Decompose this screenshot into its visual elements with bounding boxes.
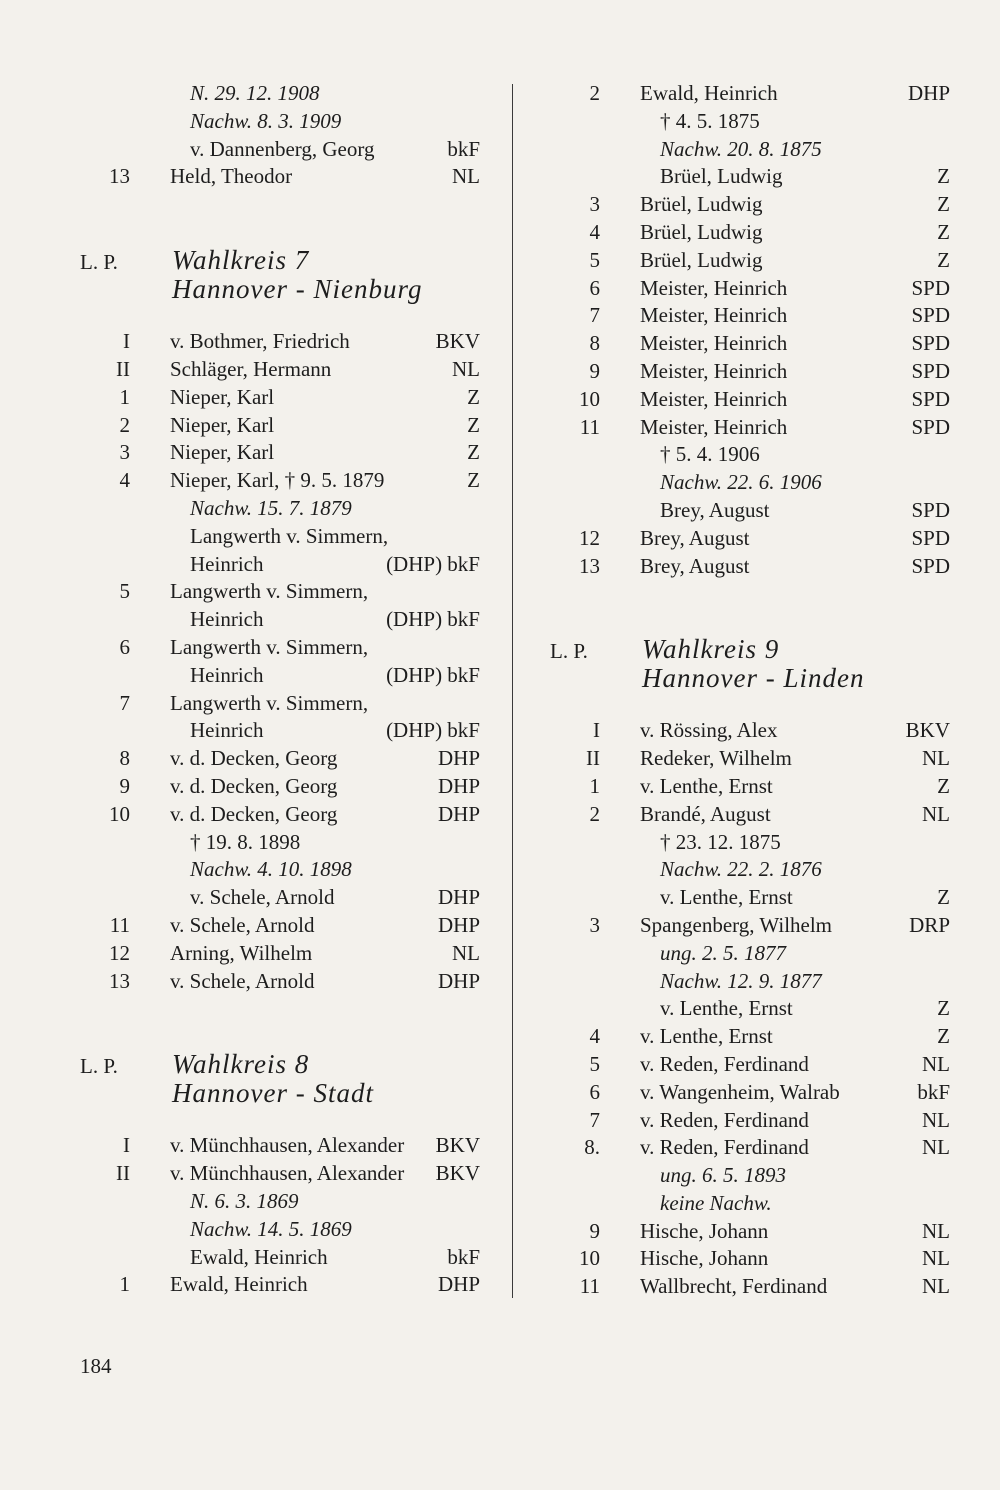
member-name: v. Lenthe, Ernst <box>640 773 773 798</box>
member-name: Meister, Heinrich <box>640 275 788 300</box>
party-label: bkF <box>447 136 480 161</box>
period-number: 5 <box>119 579 130 604</box>
table-row <box>60 163 490 191</box>
table-row <box>530 136 960 164</box>
table-row <box>60 634 490 662</box>
member-name: v. Dannenberg, Georg <box>190 136 375 161</box>
member-name: N. 6. 3. 1869 <box>190 1188 299 1213</box>
member-name: v. Münchhausen, Alexander <box>170 1133 405 1158</box>
period-number: 1 <box>119 384 130 409</box>
member-name: Brey, August <box>640 553 750 578</box>
member-name: Heinrich <box>190 551 264 576</box>
period-number: 6 <box>589 275 600 300</box>
member-name: Ewald, Heinrich <box>170 1272 308 1297</box>
constituency-title: Wahlkreis 7 <box>172 245 310 276</box>
party-label: Z <box>467 440 480 465</box>
table-row <box>60 523 490 551</box>
party-label: SPD <box>911 525 950 550</box>
member-name: v. Lenthe, Ernst <box>640 1024 773 1049</box>
party-label: SPD <box>911 331 950 356</box>
table-row <box>60 439 490 467</box>
member-name: v. d. Decken, Georg <box>170 801 338 826</box>
period-number: 13 <box>109 164 130 189</box>
period-number: II <box>586 746 600 771</box>
party-label: Z <box>467 384 480 409</box>
member-name: † 4. 5. 1875 <box>660 108 760 133</box>
table-row <box>60 1132 490 1160</box>
period-number: 8 <box>589 331 600 356</box>
period-number: II <box>116 356 130 381</box>
table-row <box>60 968 490 996</box>
table-row <box>530 1107 960 1135</box>
member-name: Heinrich <box>190 662 264 687</box>
party-label: BKV <box>435 1133 480 1158</box>
party-label: (DHP) bkF <box>386 662 480 687</box>
party-label: DHP <box>437 773 480 798</box>
party-label: Z <box>937 164 950 189</box>
table-row <box>530 1134 960 1162</box>
period-number: 9 <box>589 358 600 383</box>
member-name: Nachw. 20. 8. 1875 <box>660 136 822 161</box>
constituency-title: Wahlkreis 9 <box>642 634 780 665</box>
party-label: NL <box>452 940 480 965</box>
table-row <box>530 968 960 996</box>
table-row <box>60 1188 490 1216</box>
member-name: v. Lenthe, Ernst <box>660 885 793 910</box>
page-number: 184 <box>80 1354 112 1378</box>
right-continuation-list <box>530 80 960 580</box>
table-row <box>60 690 490 718</box>
party-label: Z <box>937 1024 950 1049</box>
party-label: bkF <box>917 1079 950 1104</box>
member-name: Heinrich <box>190 607 264 632</box>
party-label: NL <box>922 1135 950 1160</box>
period-number: 6 <box>119 634 130 659</box>
party-label: DHP <box>437 801 480 826</box>
party-label: Z <box>937 773 950 798</box>
period-number: 11 <box>109 912 130 937</box>
party-label: BKV <box>435 1161 480 1186</box>
table-row <box>60 356 490 384</box>
party-label: Z <box>467 412 480 437</box>
party-label: bkF <box>447 1244 480 1269</box>
table-row <box>60 717 490 745</box>
party-label: NL <box>922 801 950 826</box>
table-row <box>60 773 490 801</box>
member-name: Redeker, Wilhelm <box>640 746 792 771</box>
table-row <box>60 412 490 440</box>
party-label: SPD <box>911 303 950 328</box>
party-label: SPD <box>911 497 950 522</box>
table-row <box>530 80 960 108</box>
table-row <box>530 1190 960 1218</box>
table-row <box>530 330 960 358</box>
member-name: v. Reden, Ferdinand <box>640 1135 809 1160</box>
party-label: NL <box>922 1107 950 1132</box>
constituency-title: Wahlkreis 8 <box>172 1049 310 1080</box>
table-row <box>60 662 490 690</box>
constituency-subtitle: Hannover - Stadt <box>172 1078 374 1109</box>
member-name: Nieper, Karl, † 9. 5. 1879 <box>170 468 385 493</box>
party-label: SPD <box>911 553 950 578</box>
constituency-heading-7 <box>60 246 490 304</box>
table-row <box>530 553 960 581</box>
member-name: Arning, Wilhelm <box>170 940 313 965</box>
party-label: NL <box>922 1246 950 1271</box>
table-row <box>530 884 960 912</box>
table-row <box>530 441 960 469</box>
member-name: Nieper, Karl <box>170 384 275 409</box>
member-name: Brüel, Ludwig <box>640 192 763 217</box>
member-name: v. Wangenheim, Walrab <box>640 1079 840 1104</box>
period-number: 7 <box>119 690 130 715</box>
lp-label: L. P. <box>80 1054 118 1079</box>
period-number: 2 <box>119 412 130 437</box>
party-label: Z <box>467 468 480 493</box>
period-number: 9 <box>119 773 130 798</box>
member-name: † 5. 4. 1906 <box>660 442 760 467</box>
table-row <box>60 467 490 495</box>
table-row <box>60 801 490 829</box>
party-label: DHP <box>437 746 480 771</box>
table-row <box>60 745 490 773</box>
member-name: v. Reden, Ferdinand <box>640 1051 809 1076</box>
table-row <box>530 1079 960 1107</box>
member-name: Langwerth v. Simmern, <box>170 690 369 715</box>
member-name: Brandé, August <box>640 801 771 826</box>
period-number: 5 <box>589 247 600 272</box>
table-row <box>60 606 490 634</box>
table-row <box>530 386 960 414</box>
table-row <box>530 275 960 303</box>
period-number: 3 <box>589 912 600 937</box>
table-row <box>530 1245 960 1273</box>
member-name: Nachw. 22. 2. 1876 <box>660 857 822 882</box>
period-number: 12 <box>579 525 600 550</box>
member-name: v. d. Decken, Georg <box>170 773 338 798</box>
member-name: v. Schele, Arnold <box>170 912 315 937</box>
constituency-subtitle: Hannover - Nienburg <box>172 274 423 305</box>
table-row <box>530 995 960 1023</box>
member-name: Nieper, Karl <box>170 412 275 437</box>
member-name: Hische, Johann <box>640 1246 769 1271</box>
member-name: Langwerth v. Simmern, <box>170 634 369 659</box>
period-number: 1 <box>119 1272 130 1297</box>
table-row <box>530 801 960 829</box>
constituency-heading-8 <box>60 1050 490 1108</box>
party-label: SPD <box>911 275 950 300</box>
member-name: ung. 2. 5. 1877 <box>660 940 786 965</box>
party-label: DHP <box>437 968 480 993</box>
table-row <box>530 1218 960 1246</box>
member-name: Brüel, Ludwig <box>660 164 783 189</box>
table-row <box>530 469 960 497</box>
table-row <box>530 358 960 386</box>
table-row <box>530 525 960 553</box>
member-name: Meister, Heinrich <box>640 331 788 356</box>
table-row <box>60 884 490 912</box>
period-number: I <box>123 329 130 354</box>
party-label: NL <box>922 1274 950 1299</box>
party-label: Z <box>937 885 950 910</box>
party-label: Z <box>937 219 950 244</box>
period-number: 2 <box>589 801 600 826</box>
member-name: v. d. Decken, Georg <box>170 746 338 771</box>
table-row <box>60 80 490 108</box>
period-number: I <box>593 718 600 743</box>
constituency-9-list <box>530 717 960 1301</box>
party-label: Z <box>937 192 950 217</box>
party-label: DHP <box>437 1272 480 1297</box>
party-label: DHP <box>907 81 950 105</box>
member-name: ung. 6. 5. 1893 <box>660 1163 786 1188</box>
party-label: NL <box>922 1218 950 1243</box>
table-row <box>530 717 960 745</box>
period-number: 8 <box>119 746 130 771</box>
member-name: v. Münchhausen, Alexander <box>170 1161 405 1186</box>
period-number: 9 <box>589 1218 600 1243</box>
period-number: 4 <box>589 219 600 244</box>
period-number: 2 <box>589 81 600 105</box>
member-name: v. Bothmer, Friedrich <box>170 329 350 354</box>
member-name: Ewald, Heinrich <box>190 1244 328 1269</box>
table-row <box>60 1216 490 1244</box>
member-name: Held, Theodor <box>170 164 293 189</box>
left-continuation-list <box>60 80 490 191</box>
member-name: Langwerth v. Simmern, <box>190 523 389 548</box>
member-name: † 19. 8. 1898 <box>190 829 301 854</box>
table-row <box>530 940 960 968</box>
table-row <box>530 497 960 525</box>
table-row <box>530 745 960 773</box>
constituency-8-list <box>60 1132 490 1299</box>
lp-label: L. P. <box>80 250 118 275</box>
period-number: 3 <box>119 440 130 465</box>
member-name: Brüel, Ludwig <box>640 219 763 244</box>
table-row <box>530 912 960 940</box>
period-number: 4 <box>119 468 130 493</box>
member-name: v. Lenthe, Ernst <box>660 996 793 1021</box>
period-number: 11 <box>579 414 600 439</box>
member-name: Wallbrecht, Ferdinand <box>640 1274 828 1299</box>
party-label: (DHP) bkF <box>386 607 480 632</box>
party-label: SPD <box>911 386 950 411</box>
party-label: DHP <box>437 885 480 910</box>
party-label: SPD <box>911 414 950 439</box>
member-name: Heinrich <box>190 718 264 743</box>
table-row <box>60 829 490 857</box>
member-name: v. Schele, Arnold <box>190 885 335 910</box>
period-number: II <box>116 1161 130 1186</box>
table-row <box>530 829 960 857</box>
constituency-subtitle: Hannover - Linden <box>642 663 865 694</box>
table-row <box>60 578 490 606</box>
period-number: 10 <box>579 1246 600 1271</box>
member-name: Schläger, Hermann <box>170 356 332 381</box>
table-row <box>60 495 490 523</box>
period-number: 10 <box>109 801 130 826</box>
member-name: Meister, Heinrich <box>640 358 788 383</box>
period-number: I <box>123 1133 130 1158</box>
member-name: Nachw. 22. 6. 1906 <box>660 470 822 495</box>
table-row <box>530 163 960 191</box>
table-row <box>60 136 490 164</box>
party-label: NL <box>452 356 480 381</box>
period-number: 8. <box>584 1135 600 1160</box>
party-label: BKV <box>435 329 480 354</box>
constituency-heading-9 <box>530 635 960 693</box>
member-name: N. 29. 12. 1908 <box>190 81 320 105</box>
table-row <box>60 384 490 412</box>
table-row <box>530 302 960 330</box>
party-label: DHP <box>437 912 480 937</box>
period-number: 1 <box>589 773 600 798</box>
period-number: 5 <box>589 1051 600 1076</box>
table-row <box>530 191 960 219</box>
table-row <box>530 1273 960 1301</box>
column-divider <box>512 84 513 1298</box>
party-label: Z <box>937 996 950 1021</box>
period-number: 7 <box>589 303 600 328</box>
party-label: SPD <box>911 358 950 383</box>
period-number: 10 <box>579 386 600 411</box>
table-row <box>60 912 490 940</box>
member-name: Hische, Johann <box>640 1218 769 1243</box>
member-name: v. Schele, Arnold <box>170 968 315 993</box>
member-name: Langwerth v. Simmern, <box>170 579 369 604</box>
member-name: Nachw. 12. 9. 1877 <box>660 968 822 993</box>
member-name: † 23. 12. 1875 <box>660 829 781 854</box>
member-name: Meister, Heinrich <box>640 303 788 328</box>
table-row <box>60 551 490 579</box>
table-row <box>530 247 960 275</box>
member-name: Brey, August <box>660 497 770 522</box>
table-row <box>530 773 960 801</box>
period-number: 13 <box>109 968 130 993</box>
member-name: Meister, Heinrich <box>640 386 788 411</box>
member-name: v. Rössing, Alex <box>640 718 778 743</box>
period-number: 4 <box>589 1024 600 1049</box>
right-column <box>530 80 960 1301</box>
party-label: (DHP) bkF <box>386 718 480 743</box>
table-row <box>530 108 960 136</box>
period-number: 12 <box>109 940 130 965</box>
table-row <box>530 1162 960 1190</box>
party-label: NL <box>922 746 950 771</box>
member-name: Brüel, Ludwig <box>640 247 763 272</box>
table-row <box>60 1160 490 1188</box>
member-name: Ewald, Heinrich <box>640 81 778 105</box>
party-label: DRP <box>909 912 950 937</box>
member-name: Nachw. 15. 7. 1879 <box>190 495 352 520</box>
party-label: Z <box>937 247 950 272</box>
table-row <box>60 328 490 356</box>
member-name: Spangenberg, Wilhelm <box>640 912 833 937</box>
table-row <box>60 940 490 968</box>
member-name: Nieper, Karl <box>170 440 275 465</box>
member-name: Nachw. 4. 10. 1898 <box>190 857 352 882</box>
member-name: Meister, Heinrich <box>640 414 788 439</box>
table-row <box>60 108 490 136</box>
party-label: BKV <box>905 718 950 743</box>
table-row <box>60 1244 490 1272</box>
party-label: (DHP) bkF <box>386 551 480 576</box>
period-number: 11 <box>579 1274 600 1299</box>
member-name: v. Reden, Ferdinand <box>640 1107 809 1132</box>
table-row <box>60 1271 490 1299</box>
table-row <box>60 856 490 884</box>
table-row <box>530 219 960 247</box>
left-column <box>60 80 490 1299</box>
member-name: Nachw. 14. 5. 1869 <box>190 1216 352 1241</box>
member-name: Brey, August <box>640 525 750 550</box>
period-number: 6 <box>589 1079 600 1104</box>
table-row <box>530 1023 960 1051</box>
constituency-7-list <box>60 328 490 995</box>
member-name: Nachw. 8. 3. 1909 <box>190 108 342 133</box>
party-label: NL <box>452 164 480 189</box>
table-row <box>530 856 960 884</box>
lp-label: L. P. <box>550 639 588 664</box>
period-number: 13 <box>579 553 600 578</box>
period-number: 3 <box>589 192 600 217</box>
period-number: 7 <box>589 1107 600 1132</box>
table-row <box>530 1051 960 1079</box>
table-row <box>530 414 960 442</box>
member-name: keine Nachw. <box>660 1190 772 1215</box>
party-label: NL <box>922 1051 950 1076</box>
